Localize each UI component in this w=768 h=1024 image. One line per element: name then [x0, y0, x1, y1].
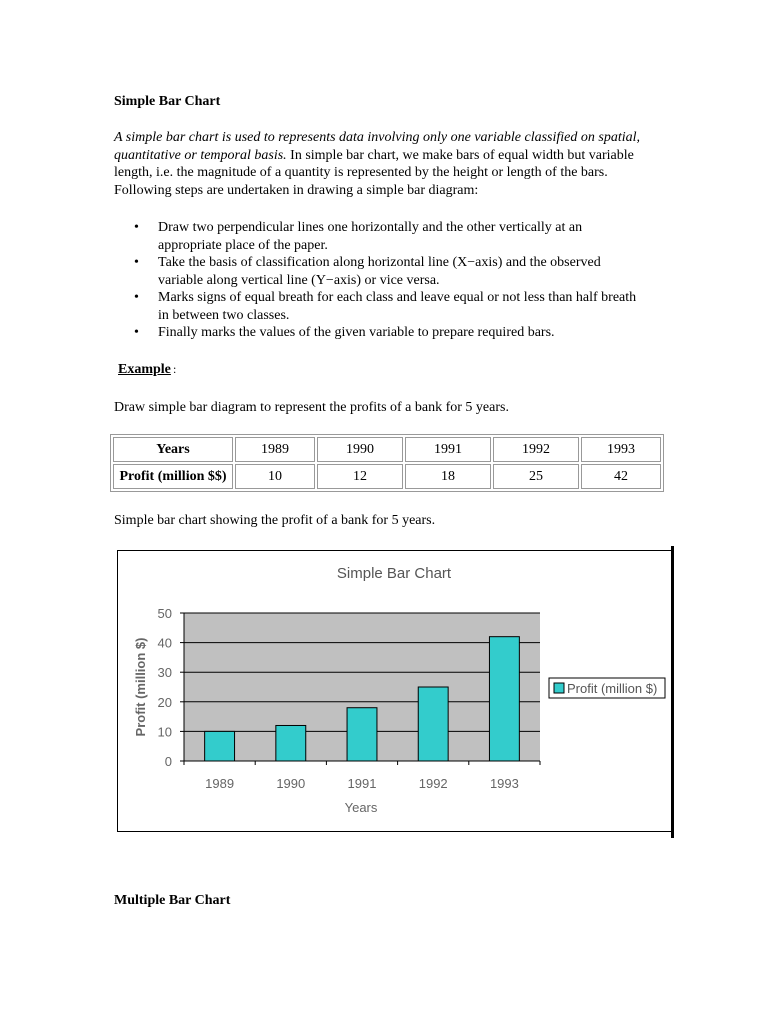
x-axis-label: Years: [344, 800, 378, 815]
bar-1990: [276, 725, 306, 761]
example-label: Example: [118, 362, 171, 377]
intro-paragraph: [114, 129, 654, 199]
bullet-icon: •: [134, 325, 139, 340]
y-tick-label: 40: [157, 635, 172, 651]
x-tick-label: 1989: [205, 776, 235, 791]
bullet-icon: •: [134, 290, 139, 305]
list-item: [114, 289, 644, 324]
y-axis-label: Profit (million $): [133, 637, 148, 737]
table-header-cell: Years: [113, 437, 233, 462]
bar-1991: [347, 708, 377, 761]
x-tick-label: 1992: [418, 776, 448, 791]
bullet-icon: •: [134, 255, 139, 270]
legend-swatch: [554, 683, 564, 693]
y-tick-label: 20: [157, 694, 172, 710]
y-tick-label: 0: [164, 754, 172, 769]
list-item: [114, 219, 644, 254]
intro-normal-text: In simple bar chart, we make bars of equal width but variable length, i.e. the magnitude of a quantity is represented by the height or length of the bars. Following steps are undertaken in drawing a simple bar diagram:: [114, 147, 634, 198]
table-row: [113, 437, 661, 462]
table-cell: 1993: [581, 437, 661, 462]
bar-1993: [489, 637, 519, 761]
steps-list: [114, 219, 644, 342]
chart-title: Simple Bar Chart: [336, 565, 452, 582]
table-row: [113, 464, 661, 489]
x-tick-label: 1991: [347, 776, 377, 791]
list-item-text: Marks signs of equal breath for each class and leave equal or not less than half breath in between two classes.: [158, 290, 637, 323]
intro-italic-text: A simple bar chart is used to represents data involving only one variable classified on spatial, quantitative or temporal basis.: [114, 130, 640, 163]
bar-chart: [118, 551, 671, 831]
legend: [549, 678, 665, 698]
table-cell: 18: [405, 464, 491, 489]
profit-table: [110, 434, 664, 492]
y-tick-label: 10: [157, 724, 172, 740]
table-cell: 12: [317, 464, 403, 489]
section-title: Simple Bar Chart: [114, 94, 221, 109]
bar-1992: [418, 687, 448, 761]
list-item-text: Take the basis of classification along horizontal line (X−axis) and the observed variable along vertical line (Y−axis) or vice versa.: [158, 255, 601, 288]
x-tick-label: 1993: [489, 776, 519, 791]
list-item-text: Finally marks the values of the given variable to prepare required bars.: [158, 325, 555, 340]
table-cell: 42: [581, 464, 661, 489]
list-item: [114, 324, 644, 342]
table-cell: 1992: [493, 437, 579, 462]
x-tick-label: 1990: [276, 776, 306, 791]
chart-frame: [117, 550, 672, 832]
example-colon: :: [173, 362, 177, 376]
list-item: [114, 254, 644, 289]
table-cell: 1990: [317, 437, 403, 462]
table-cell: 1989: [235, 437, 315, 462]
chart-caption: Simple bar chart showing the profit of a bank for 5 years.: [114, 513, 436, 528]
table-cell: 1991: [405, 437, 491, 462]
legend-label: Profit (million $): [567, 681, 658, 696]
table-cell: 25: [493, 464, 579, 489]
table-cell: 10: [235, 464, 315, 489]
y-tick-label: 50: [157, 606, 172, 621]
y-tick-label: 30: [157, 665, 172, 681]
example-text: Draw simple bar diagram to represent the profits of a bank for 5 years.: [114, 400, 509, 415]
bullet-icon: •: [134, 220, 139, 235]
table-header-cell: Profit (million $$): [113, 464, 233, 489]
list-item-text: Draw two perpendicular lines one horizontally and the other vertically at an appropriate place of the paper.: [158, 220, 583, 253]
bar-1989: [205, 731, 235, 761]
next-section-title: Multiple Bar Chart: [114, 893, 231, 908]
